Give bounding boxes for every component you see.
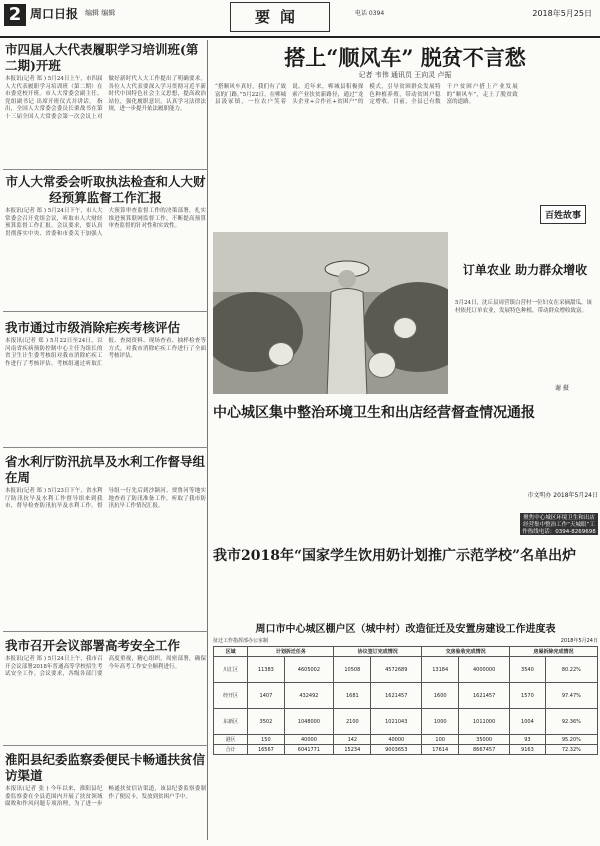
contact-info: 电话 0394 (355, 10, 385, 17)
table-cell: 9163 (510, 745, 546, 755)
table-cell: 142 (334, 735, 371, 745)
table-cell: 合计 (214, 745, 248, 755)
table-cell: 1021043 (371, 709, 422, 735)
hotline-notice: 聚焦中心城区环境卫生和出店经营集中整治工作“天城眼”工作热线电话：0394-8269698 (520, 513, 598, 535)
table-cell: 1621457 (459, 683, 510, 709)
article-exam-security (3, 636, 208, 746)
article-body: 本报讯(记者 郑 ) 5月24日下午，市人大常委会召开党组会议，听取市人大财经预算监督工作汇报。会议要求，要认真贯彻落实中央、省委和市委关于加强人大预算审查监督工作的决策部署，扎实推进预算联网监督工作，不断提高预算审查监督的针对性和实效性。 (5, 208, 206, 237)
table-cell: 2100 (334, 709, 371, 735)
table-cell: 1004 (510, 709, 546, 735)
progress-table (213, 646, 598, 755)
table-header: 区域 (214, 647, 248, 657)
table-cell: 6041771 (284, 745, 334, 755)
table-cell: 40000 (284, 735, 334, 745)
article-training (3, 40, 208, 170)
table-unit: 征迁工作指挥部办公室制 (213, 638, 269, 644)
table-cell: 经开区 (214, 683, 248, 709)
photo-credit: 谢 摄 (555, 385, 569, 392)
table-cell: 40000 (371, 735, 422, 745)
table-header: 协议签订完成情况 (334, 647, 422, 657)
issue-date: 2018年5月25日 (532, 9, 592, 18)
section-title: 要闻 (230, 2, 330, 32)
table-cell: 150 (248, 735, 284, 745)
article-body: 本报讯(记者 郑 ) 5月23日下午，省水利厅防汛抗旱及水利工作督导组来到我市，督导检查防汛抗旱及水利工作。督导组一行先后到沙颍河、贾鲁河等地实地查看了防汛准备工作，听取了我市防汛抗旱工作情况汇报。 (5, 488, 206, 509)
headline: 我市召开会议部署高考安全工作 (5, 638, 181, 653)
table-cell: 16567 (248, 745, 284, 755)
headline: 省水利厅防汛抗旱及水利工作督导组在周 (5, 454, 206, 485)
table-cell: 1600 (422, 683, 459, 709)
table-cell: 10508 (334, 657, 371, 683)
headline: 我市通过市级消除疟疾考核评估 (5, 320, 181, 335)
table-cell: 80.22% (545, 657, 597, 683)
article-npc-hearing (3, 172, 208, 312)
lead-headline: 搭上“顺风车” 脱贫不言愁 (284, 45, 526, 70)
table-cell: 1621457 (371, 683, 422, 709)
milk-program-headline: 我市2018年“国家学生饮用奶计划推广示范学校”名单出炉 (213, 548, 577, 564)
table-row (214, 709, 598, 735)
table-cell: 东新区 (214, 709, 248, 735)
table-cell: 3502 (248, 709, 284, 735)
table-cell: 92.36% (545, 709, 597, 735)
table-cell: 93 (510, 735, 546, 745)
milk-program-body (215, 568, 595, 616)
table-cell: 1570 (510, 683, 546, 709)
table-row (214, 735, 598, 745)
page-number: 2 (4, 4, 26, 26)
table-cell: 13184 (422, 657, 459, 683)
headline: 市四届人大代表履职学习培训班(第二期)开班 (5, 42, 199, 73)
headline: 淮阳县纪委监察委便民卡畅通扶贫信访渠道 (5, 752, 206, 783)
progress-table-section (213, 620, 598, 842)
table-cell: 4605002 (284, 657, 334, 683)
table-cell: 95.20% (545, 735, 597, 745)
editor-line: 编辑 编辑 (85, 9, 116, 17)
table-cell: 100 (422, 735, 459, 745)
article-flood-control (3, 452, 208, 632)
photo-farmer (323, 257, 371, 394)
column-label: 百姓故事 (540, 205, 586, 224)
table-row (214, 683, 598, 709)
article-body: 本报讯(记者 郑 ) 5月22日至24日，以河南省疾病预防控制中心主任为组长的省卫生计生委考核组对我市消除疟疾工作进行了考核评估。考核组通过听取汇报、查阅资料、现场查看、抽样检查等方式，对我市消除疟疾工作进行了全面考核评估。 (5, 338, 206, 367)
side-caption: 5月24日，沈丘县周营镇白营村一位妇女在采摘甜瓜。该村依托订单农业，发展特色种植，带动群众增收致富。 (455, 300, 592, 314)
notice-credit: 市文明办 2018年5月24日 (527, 492, 598, 499)
table-header: 计划拆迁任务 (248, 647, 334, 657)
table-cell: 35000 (459, 735, 510, 745)
photo-melon (393, 317, 417, 339)
table-meta (213, 637, 598, 644)
photo-melon (268, 342, 294, 366)
table-cell: 9003653 (371, 745, 422, 755)
news-photo (213, 232, 448, 394)
photo-melon (368, 352, 396, 378)
table-cell: 8667457 (459, 745, 510, 755)
article-body: 本报讯(记者 郑 ) 5月24日上午，我市召开会议部署2018年普通高等学校招生考试安全工作。会议要求，各级各部门要高度重视，精心组织，周密部署，确保今年高考工作安全顺利进行。 (5, 656, 206, 677)
sanitation-body (215, 424, 515, 539)
table-cell: 1681 (334, 683, 371, 709)
lead-article-body: “搭顺风车真好，我们有了致富的门路。”5月22日，在郸城县汲冢镇，一位农户笑着说。近年来，郸城县积极探索产业扶贫新路径，通过“龙头企业+合作社+贫困户”的模式，引导贫困群众发展特色种植养殖，带动贫困户稳定增收。目前，全县已有数千户贫困户搭上产业发展的“顺风车”，走上了脱贫致富的道路。 (215, 84, 518, 105)
table-cell: 1011000 (459, 709, 510, 735)
table-cell: 1407 (248, 683, 284, 709)
table-cell: 4000000 (459, 657, 510, 683)
article-petition-card (3, 750, 208, 840)
headline: 市人大常委会听取执法检查和人大财经预算监督工作汇报 (5, 174, 206, 205)
table-cell: 港区 (214, 735, 248, 745)
article-malaria (3, 318, 208, 448)
table-header: 房屋拆除完成情况 (510, 647, 598, 657)
table-cell: 3540 (510, 657, 546, 683)
table-cell: 15234 (334, 745, 371, 755)
table-cell: 1048000 (284, 709, 334, 735)
table-cell: 1000 (422, 709, 459, 735)
table-cell: 11383 (248, 657, 284, 683)
table-date: 2018年5月24日 (560, 638, 598, 644)
paper-name: 周口日报 (30, 7, 79, 21)
article-body: 本报讯(记者 张 ) 今年以来，淮阳县纪委监察委在全县范围内开展了扶贫领域腐败和作风问题专项治理，为了进一步畅通扶贫信访渠道，该县纪委监察委制作了便民卡，发放到贫困户手中。 (5, 786, 206, 807)
masthead (0, 0, 600, 38)
sanitation-headline: 中心城区集中整治环境卫生和出店经营督查情况通报 (213, 405, 535, 421)
table-total-row (214, 745, 598, 755)
table-title: 周口市中心城区棚户区（城中村）改造征迁及安置房建设工作进度表 (255, 624, 556, 635)
table-header: 交房验收完成情况 (422, 647, 510, 657)
table-row (214, 657, 598, 683)
lead-byline: 记者 韦伟 通讯员 王向灵 卢振 (358, 71, 452, 79)
table-cell: 17614 (422, 745, 459, 755)
left-column (3, 40, 208, 840)
table-cell: 72.32% (545, 745, 597, 755)
table-cell: 川汇区 (214, 657, 248, 683)
table-cell: 97.47% (545, 683, 597, 709)
table-cell: 4572689 (371, 657, 422, 683)
side-headline: 订单农业 助力群众增收 (462, 263, 588, 277)
table-cell: 432492 (284, 683, 334, 709)
article-body: 本报讯(记者 郑 ) 5月24日上午，市四届人大代表履职学习培训班（第二期）在市委党校开班。市人大常委会副主任、党组副书记 出席开班仪式并讲话。 指出，全国人大常委会委员长栗战书在第十三届全国人大常委会第一次会议上对做好新时代人大工作提出了明确要求。各位人大代表要深入学习贯彻习近平新时代中国特色社会主义思想，提高政治站位，强化履职意识，认真学习法律法规，进一步提升依法履职能力。 (5, 76, 206, 120)
